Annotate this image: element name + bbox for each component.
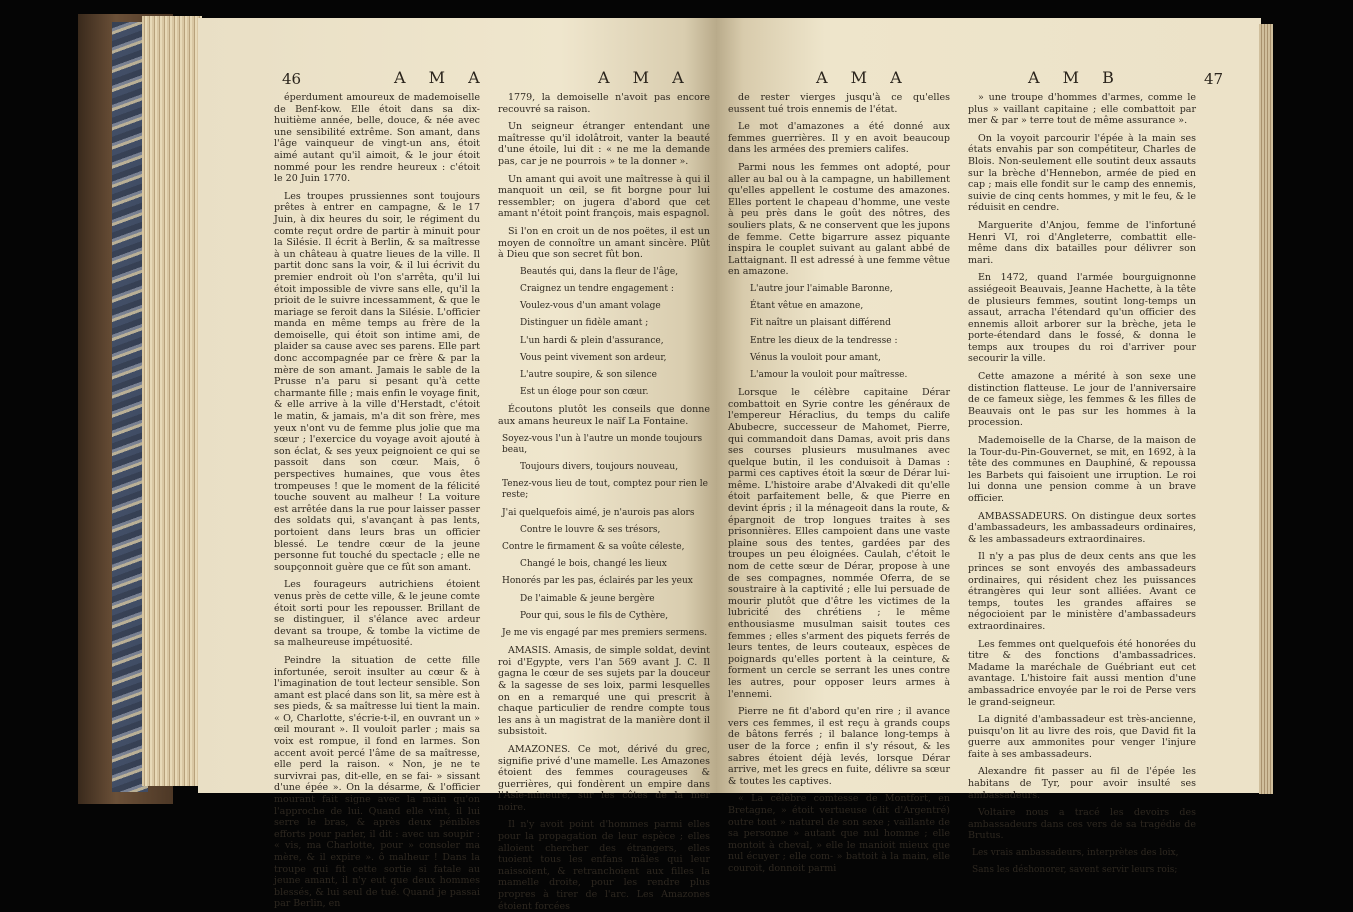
paragraph: Peindre la situation de cette fille infortunée, seroit insulter au cœur & à l'imagination de tout lecteur sensible. Son amant est placé dans son lit, sa mère est à ses pieds, & sa maîtresse lui tient la main. « O, Charlotte, s'écrie-t-il, en ouvrant un » œil mourant ». Il vouloit parler ; mais sa voix est rompue, il fond en larmes. Son accent avoit percé l'âme de sa maîtresse, elle perd la raison. « Non, je ne te survivrai pas, dit-elle, en se fai- » sissant d'une épée ». On la désarme, & l'officier mourant fait signe avec la main qu'on l'approche de lui. Quand elle vint, il lui serre le bras, & après deux pénibles efforts pour parler, il dit : avec un soupir : « vis, ma Charlotte, pour » consoler ma mère, & il expire ». ô malheur ! Dans la troupe qui fit cette sortie si fatale au jeune amant, il n'y eut que deux hommes blessés, & lui seul de tué. Quand je passai par Berlin, en [274,654,480,910]
verse-line: Tenez-vous lieu de tout, comptez pour rien le reste; [502,479,708,501]
entry-amasis: AMASIS. Amasis, de simple soldat, devint roi d'Egypte, vers l'an 569 avant J. C. Il gagna le cœur de ses sujets par la douceur & la sagesse de ses loix, parmi lesquelles on en a remarqué une qui prescrit à chaque particulier de rendre compte tous les ans à un magistrat de la manière dont il subsistoit. [498,645,710,738]
text-column-left-1 [274,92,480,910]
paragraph: Mademoiselle de la Charse, de la maison de la Tour-du-Pin-Gouvernet, se mit, en 1692, à la tête des communes en Dauphiné, & repoussa les Barbets qui faisoient une irruption. Le roi lui donna une pension comme à un brave officier. [968,435,1196,504]
verse-line: Fit naître un plaisant différend [750,318,891,329]
paragraph: 1779, la demoiselle n'avoit pas encore recouvré sa raison. [498,92,710,115]
paragraph: Un seigneur étranger entendant une maîtresse qu'il idolâtroit, vanter la beauté d'une étoile, lui dit : « ne me la demande pas, car je ne pourrois » te la donner ». [498,121,710,167]
verse-block [498,267,710,399]
verse-line: Contre le louvre & ses trésors, [520,524,661,535]
verse-line: Distinguer un fidèle amant ; [520,318,649,329]
right-page-header [716,66,1261,92]
verse-line: Vénus la vouloit pour amant, [750,352,881,363]
running-head: A M B [1028,68,1123,87]
verse-block [498,434,710,640]
page-number: 47 [1204,70,1224,88]
paragraph: éperdument amoureux de mademoiselle de Benf-kow. Elle étoit dans sa dix-huitième année, belle, douce, & née avec une sensibilité extrême. Son amant, dans l'âge vainqueur de vingt-un ans, étoit aimé autant qu'il aimoit, & le jour étoit nommé pour les rendre heureux : c'étoit le 20 Juin 1770. [274,92,480,185]
verse-line: Contre le firmament & sa voûte céleste, [502,541,685,552]
left-page [198,18,716,912]
paragraph: « La célèbre comtesse de Montfort, en Bretagne, » étoit vertueuse (dit d'Argentré) outre tout » naturel de son sexe ; vaillante de sa personne » autant que nul homme ; elle montoit à cheval, » elle le manioit mieux que nul écuyer ; elle com- » battoit à la main, elle couroit, donnoit parmi [728,793,950,874]
verse-line: Entre les dieux de la tendresse : [750,335,898,346]
paragraph: Marguerite d'Anjou, femme de l'infortuné Henri VI, roi d'Angleterre, combattit elle-même dans dix batailles pour délivrer son mari. [968,219,1196,266]
verse-line: Honorés par les pas, éclairés par les yeux [502,576,693,587]
verse-block [728,284,950,381]
verse-line: Sans les déshonorer, savent servir leurs rois; [972,865,1178,876]
paragraph: Cette amazone a mérité à son sexe une distinction flatteuse. Le jour de l'anniversaire de ce fameux siège, les femmes & les filles de Beauvais ont le pas sur les hommes à la procession. [968,371,1196,429]
paragraph: Alexandre fit passer au fil de l'épée les habitans de Tyr, pour avoir insulté ses ambassadeurs. [968,766,1196,801]
paragraph: Le mot d'amazones a été donné aux femmes guerrières. Il y en avoit beaucoup dans les armées des premiers califes. [728,121,950,156]
verse-line: L'autre soupire, & son silence [520,369,657,380]
verse-line: Voulez-vous d'un amant volage [520,301,661,312]
paragraph: Il n'y avoit point d'hommes parmi elles pour la propagation de leur espèce ; elles alloient chercher des étrangers, elles tuoient tous les enfans mâles qui leur naissoient, & retranchoient aux filles la mamelle droite, pour les rendre plus propres à tirer de l'arc. Les Amazones étoient forcées [498,819,710,912]
paragraph: Pierre ne fit d'abord qu'en rire ; il avance vers ces femmes, il est reçu à grands coups de bâtons ferrés ; il balance long-temps à user de la force ; enfin il s'y résout, & les sabres étoient déjà levés, lorsque Dérar arrive, met les grecs en fuite, délivre sa sœur & toutes les captives. [728,706,950,787]
running-head: A M A [598,68,693,87]
running-head: A M A [816,68,911,87]
paragraph: Les troupes prussiennes sont toujours prêtes à entrer en campagne, & le 17 Juin, à dix heures du soir, le régiment du comte reçut ordre de partir à minuit pour la Silésie. Il écrit à Berlin, & sa maîtresse à un château à quatre lieues de la ville. Il partit donc sans la voir, & il lui écrivit du premier endroit où l'on s'arrêta, qu'il lui étoit impossible de vivre sans elle, qu'il la prioit de le suivre incessamment, & que le mariage se feroit dans la Silésie. L'officier manda en même temps au frère de la demoiselle, qui étoit son intime ami, de plaider sa cause avec ses parens. Elle part donc accompagnée par ce frère & par la mère de son amant. Jamais le sable de la Prusse n'a paru si pesant qu'à cette charmante fille ; mais enfin le voyage finit, & elle arrive à la ville d'Herstadt, c'étoit le matin, & jamais, m'a dit son frère, mes yeux n'ont vu de femme plus jolie que ma sœur ; l'exercice du voyage avoit ajouté à son éclat, & ses yeux peignoient ce qui se passoit dans son cœur. Mais, ô perspectives humaines, que vous êtes trompeuses ! que le moment de la félicité touche souvent au malheur ! La voiture est arrêtée dans la rue pour laisser passer des soldats qui, s'avançant à pas lents, portoient dans leurs bras un officier blessé. Le tendre cœur de la jeune personne fut touché du spectacle ; elle ne soupçonnoit guère que ce fût son amant. [274,190,480,573]
verse-line: Changé le bois, changé les lieux [520,559,667,570]
paragraph: » une troupe d'hommes d'armes, comme le plus » vaillant capitaine ; elle combattoit par mer & par » terre tout de même assurance ». [968,92,1196,127]
verse-line: J'ai quelquefois aimé, je n'aurois pas alors [502,507,695,518]
text-column-right-1 [728,92,950,874]
text-column-left-2 [498,92,710,912]
verse-line: Est un éloge pour son cœur. [520,387,649,398]
verse-line: Soyez-vous l'un à l'autre un monde toujours beau, [502,433,703,455]
paragraph: Il n'y a pas plus de deux cents ans que les princes se sont envoyés des ambassadeurs ordinaires, qui résident chez les puissances étrangères qui leur sont alliées. Avant ce temps, toutes les grandes affaires se négocioient par le ministère d'ambassadeurs extraordinaires. [968,551,1196,632]
left-page-header [198,66,716,92]
paragraph: Si l'on en croit un de nos poëtes, il est un moyen de connoître un amant sincère. Plût à Dieu que son secret fût bon. [498,225,710,261]
text-column-right-2 [968,92,1196,876]
paragraph: Les femmes ont quelquefois été honorées du titre & des fonctions d'ambassadrices. Madame la maréchale de Guébriant eut cet avantage. L'histoire fait aussi mention d'une ambassadrice envoyée par le roi de Perse vers le grand-seigneur. [968,638,1196,708]
paragraph: Écoutons plutôt les conseils que donne aux amans heureux le naïf La Fontaine. [498,404,710,427]
right-page [716,18,1261,876]
verse-line: L'un hardi & plein d'assurance, [520,335,664,346]
page-edges-right [1259,24,1273,794]
paragraph: On la voyoit parcourir l'épée à la main ses états envahis par son compétiteur, Charles de Blois. Non-seulement elle soutint deux assauts sur la brèche d'Hennebon, armée de pied en cap ; mais elle fondit sur le camp des ennemis, suivie de cinq cents hommes, y mit le feu, & le réduisit en cendre. [968,132,1196,214]
entry-ambassadeurs: AMBASSADEURS. On distingue deux sortes d'ambassadeurs, les ambassadeurs ordinaires, & les ambassadeurs extraordinaires. [968,510,1196,545]
page-edges-left [142,16,202,786]
verse-line: Les vrais ambassadeurs, interprètes des loix, [972,848,1179,859]
paragraph: Voltaire nous a tracé les devoirs des ambassadeurs dans ces vers de sa tragédie de Brutus. [968,807,1196,842]
paragraph: Lorsque le célèbre capitaine Dérar combattoit en Syrie contre les généraux de l'empereur Héraclius, du temps du calife Abubecre, successeur de Mahomet, Pierre, qui commandoit dans Damas, avoit pris dans ses courses plusieurs musulmanes avec quelque butin, il les conduisoit à Damas : parmi ces captives étoit la sœur de Dérar lui-même. L'histoire arabe d'Alvakedi dit qu'elle étoit parfaitement belle, & que Pierre en devint épris ; il la ménageoit dans la route, & épargnoit de trop longues traites à ses prisonnières. Elles campoient dans une vaste plaine sous des tentes, gardées par des troupes un peu éloignées. Caulah, c'étoit le nom de cette sœur de Dérar, propose à une de ses compagnes, nommée Oferra, de se soustraire à la captivité ; elle lui persuade de mourir plutôt que d'être les victimes de la lubricité des chrétiens ; le même enthousiasme musulman saisit toutes ces femmes ; elles s'arment des piquets ferrés de leurs tentes, de leurs couteaux, espèces de poignards qu'elles portent à la ceinture, & forment un cercle se serrant les unes contre les autres, pour opposer leurs armes à l'ennemi. [728,387,950,700]
verse-line: Étant vêtue en amazone, [750,301,864,312]
page-number: 46 [282,70,302,88]
running-head: A M A [394,68,489,87]
paragraph: de rester vierges jusqu'à ce qu'elles eussent tué trois ennemis de l'état. [728,92,950,115]
paragraph: La dignité d'ambassadeur est très-ancienne, puisqu'on lit au livre des rois, que David fit la guerre aux ammonites pour venger l'injure faite à ses ambassadeurs. [968,714,1196,760]
verse-line: L'amour la vouloit pour maîtresse. [750,369,908,380]
verse-line: Vous peint vivement son ardeur, [520,352,667,363]
verse-line: Toujours divers, toujours nouveau, [520,461,679,472]
entry-amazones: AMAZONES. Ce mot, dérivé du grec, signifie privé d'une mamelle. Les Amazones étoient des femmes courageuses & guerrières, qui fondèrent un empire dans l'Asie-mineure, sur les côtes de la mer noire. [498,743,710,813]
verse-line: L'autre jour l'aimable Baronne, [750,283,893,294]
verse-line: Pour qui, sous le fils de Cythère, [520,610,669,621]
verse-line: Craignez un tendre engagement : [520,283,674,294]
verse-line: Beautés qui, dans la fleur de l'âge, [520,266,679,277]
paragraph: Les fourageurs autrichiens étoient venus près de cette ville, & le jeune comte étoit sorti pour les repousser. Brillant de se distinguer, il s'élance avec ardeur devant sa troupe, & tombe la victime de sa malheureuse impétuosité. [274,579,480,649]
paragraph: En 1472, quand l'armée bourguignonne assiégeoit Beauvais, Jeanne Hachette, à la tête de plusieurs femmes, soutint long-temps un assaut, arracha l'étendard qu'un officier des ennemis alloit arborer sur la brèche, jeta le porte-étendard dans le fossé, & donna le temps aux troupes du roi d'arriver pour secourir la ville. [968,272,1196,365]
paragraph: Parmi nous les femmes ont adopté, pour aller au bal ou à la campagne, un habillement qu'elles appellent le costume des amazones. Elles portent le chapeau d'homme, une veste à peu près dans le goût des nôtres, des souliers plats, & ne conservent que les jupons de femme. Cette bigarrure assez piquante inspira le couplet suivant au galant abbé de Lattaignant. Il est adressé à une femme vêtue en amazone. [728,161,950,278]
verse-line: De l'aimable & jeune bergère [520,593,655,604]
verse-line: Je me vis engagé par mes premiers sermens. [502,627,708,638]
paragraph: Un amant qui avoit une maîtresse à qui il manquoit un œil, se fit borgne pour lui ressembler; on jugera d'abord que cet amant n'étoit point françois, mais espagnol. [498,173,710,220]
